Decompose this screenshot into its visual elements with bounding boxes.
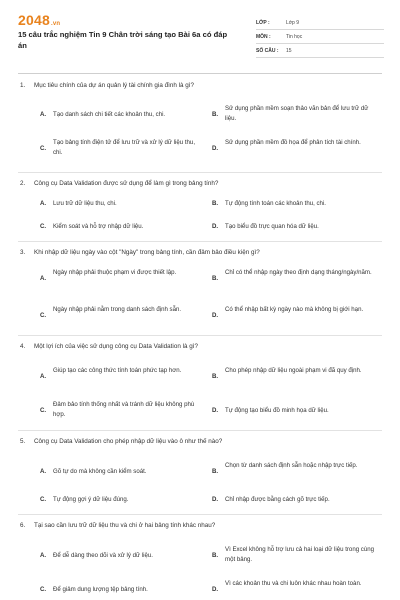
question-number: 3. [20,249,26,256]
meta-row-class [256,16,384,30]
option-text: Tạo danh sách chi tiết các khoản thu, chi. [53,111,166,118]
question-text [20,249,260,256]
option-text: Lưu trữ dữ liệu thu, chi. [53,200,117,207]
option-letter: C. [40,312,47,319]
question-text [20,82,194,89]
option-text: Tự động tính toán các khoản thu, chi. [225,200,326,207]
meta-value: Lớp 9 [286,19,300,26]
logo-main: 2048 [18,12,50,28]
option-letter: D. [212,145,219,152]
question-text [20,343,198,350]
option-letter: D. [212,223,219,230]
option-letter: B. [212,200,219,207]
option-letter: D. [212,496,219,503]
option-text: Vì các khoản thu và chi luôn khác nhau hoàn toàn. [225,580,362,587]
question-text [20,522,215,529]
option-text: Vì Excel không hỗ trợ lưu cả hai loại dữ liệu trong cùng một bảng. [225,546,375,563]
question-divider [18,430,382,431]
option-letter: A. [40,275,47,282]
option-text: Đảm bảo tính thống nhất và tránh dữ liệu không phù hợp. [53,401,195,418]
option-text: Ngày nhập phải thuộc phạm vi được thiết lập. [53,269,177,276]
option-text: Tạo biểu đồ trực quan hóa dữ liệu. [225,223,319,230]
meta-row-count [256,44,384,58]
option-text: Cho phép nhập dữ liệu ngoài phạm vi đã quy định. [225,367,362,374]
meta-key: SỐ CÂU : [256,47,279,54]
option-letter: B. [212,275,219,282]
option-letter: D. [212,312,219,319]
option-text: Kiểm soát và hỗ trợ nhập dữ liệu. [53,223,144,230]
option-letter: A. [40,552,47,559]
option-letter: D. [212,407,219,414]
option-letter: A. [40,373,47,380]
question-text [20,438,222,445]
page-header [18,10,384,64]
option-letter: B. [212,111,219,118]
option-text: Tự động tạo biểu đồ minh họa dữ liệu. [225,407,329,414]
option-letter: C. [40,496,47,503]
option-letter: C. [40,407,47,414]
option-letter: C. [40,145,47,152]
question-divider [18,172,382,173]
option-text: Để giảm dung lượng tệp bảng tính. [53,586,148,593]
site-logo[interactable] [18,12,60,28]
option-letter: C. [40,586,47,593]
option-text: Chỉ có thể nhập ngày theo định dạng tháng/ngày/năm. [225,269,372,276]
question-divider [18,241,382,242]
option-letter: C. [40,223,47,230]
option-text: Chọn từ danh sách định sẵn hoặc nhập trực tiếp. [225,462,358,469]
option-text: Gõ tự do mà không cần kiểm soát. [53,468,147,475]
header-divider [18,73,382,74]
option-text: Có thể nhập bất kỳ ngày nào mà không bị giới hạn. [225,306,364,313]
option-text: Tạo bảng tính điện tử để lưu trữ và xử lý dữ liệu thu, chi. [53,139,196,156]
meta-value: Tin học [286,33,303,40]
meta-key: LỚP : [256,19,270,26]
option-text: Chỉ nhập được bằng cách gõ trực tiếp. [225,496,330,503]
option-letter: B. [212,468,219,475]
question-number: 6. [20,522,26,529]
option-letter: A. [40,468,47,475]
question-number: 1. [20,82,26,89]
option-letter: A. [40,200,47,207]
quiz-meta [256,16,384,58]
question-number: 4. [20,343,26,350]
meta-row-subject [256,30,384,44]
question-label: Một lợi ích của việc sử dụng công cụ Data Validation là gì? [34,343,198,350]
question-number: 2. [20,180,26,187]
question-label: Khi nhập dữ liệu ngày vào cột "Ngày" trong bảng tính, cần đảm bảo điều kiện gì? [34,249,260,256]
question-label: Mục tiêu chính của dự án quản lý tài chính gia đình là gì? [34,82,194,89]
option-text: Ngày nhập phải nằm trong danh sách định sẵn. [53,306,182,313]
option-letter: B. [212,373,219,380]
logo-suffix: .vn [50,21,61,27]
question-divider [18,514,382,515]
quiz-title: 15 câu trắc nghiệm Tin 9 Chân trời sáng tạo Bài 6a có đáp án [18,30,228,50]
option-text: Sử dụng phần mềm đồ họa để phân tích tài chính. [225,139,361,146]
question-divider [18,335,382,336]
question-text [20,180,218,187]
meta-value: 15 [286,47,292,54]
option-text: Sử dụng phần mềm soạn thảo văn bản để lưu trữ dữ liệu. [225,105,369,122]
option-letter: A. [40,111,47,118]
option-text: Tự động gợi ý dữ liệu đúng. [53,496,129,503]
option-letter: B. [212,552,219,559]
question-label: Công cụ Data Validation cho phép nhập dữ liệu vào ô như thế nào? [34,438,223,445]
option-text: Để dễ dàng theo dõi và xử lý dữ liệu. [53,552,153,559]
question-number: 5. [20,438,26,445]
option-letter: D. [212,586,219,593]
question-label: Tại sao cần lưu trữ dữ liệu thu và chi ở hai bảng tính khác nhau? [34,522,216,529]
option-text: Giúp tạo các công thức tính toán phức tạp hơn. [53,367,182,374]
meta-key: MÔN : [256,33,271,40]
question-label: Công cụ Data Validation được sử dụng để làm gì trong bảng tính? [34,180,219,187]
